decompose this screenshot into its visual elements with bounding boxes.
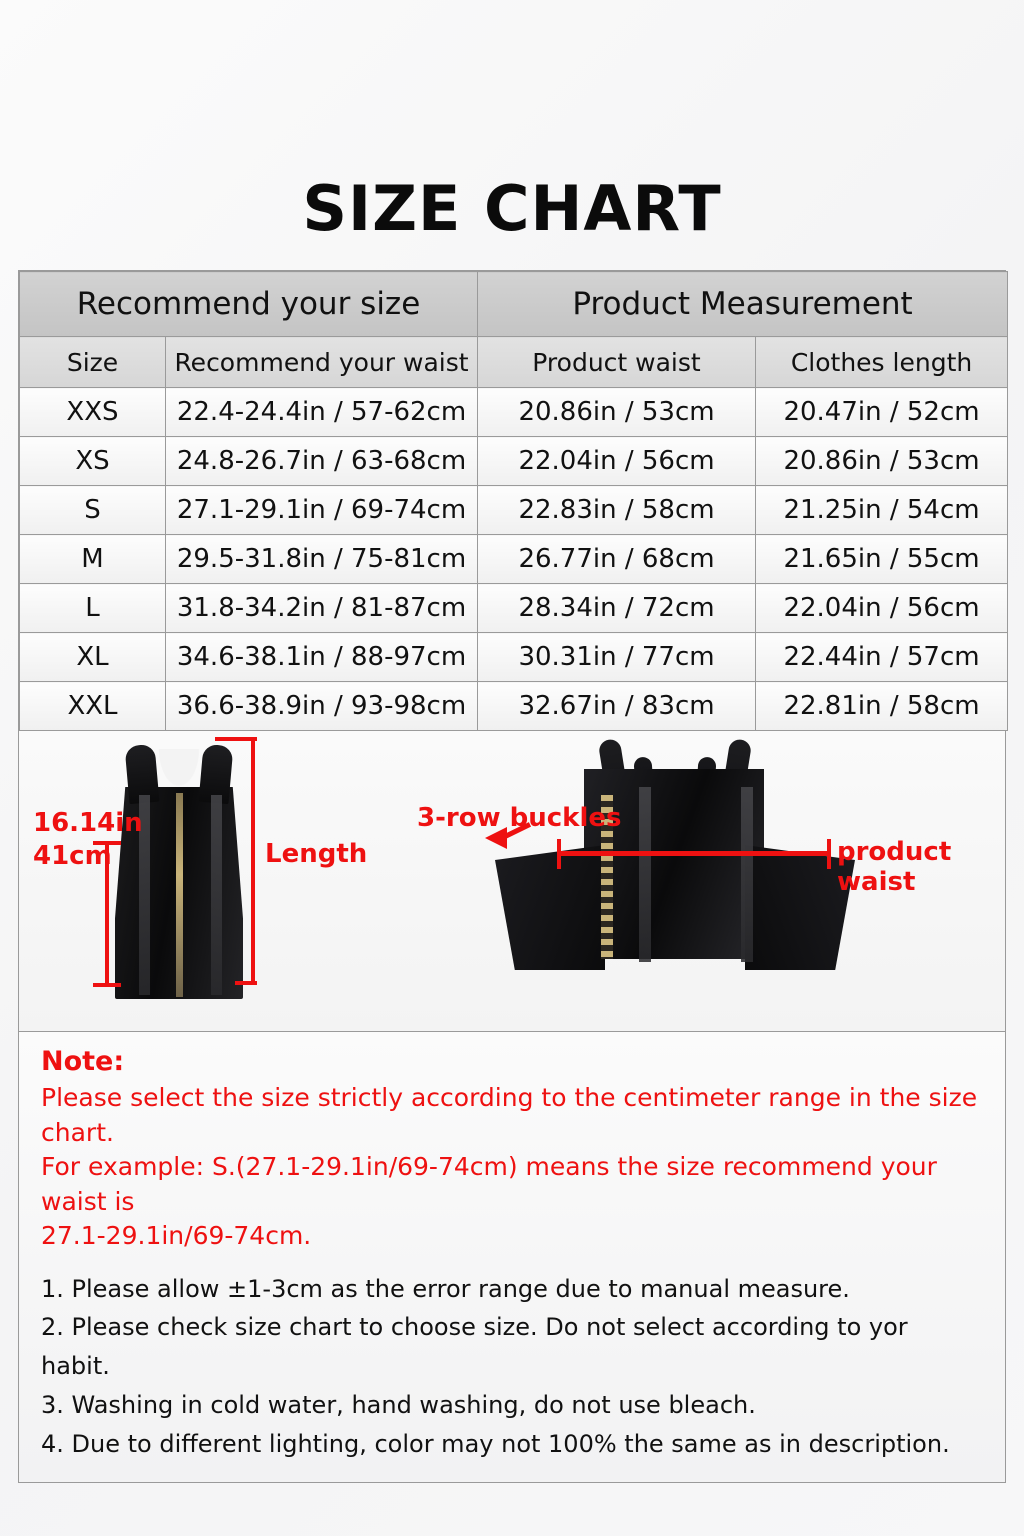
cell-clothes-length: 21.65in / 55cm xyxy=(756,535,1008,584)
column-header-product-waist: Product waist xyxy=(478,337,756,388)
note-line: 27.1-29.1in/69-74cm. xyxy=(41,1221,312,1250)
size-table-container xyxy=(18,270,1006,731)
rule-item: 4. Due to different lighting, color may not 100% the same as in description. xyxy=(41,1430,950,1458)
cell-size: XXL xyxy=(20,682,166,731)
table-row xyxy=(20,388,1008,437)
garment-zipper xyxy=(176,793,183,997)
column-header-recommend-waist: Recommend your waist xyxy=(166,337,478,388)
cell-clothes-length: 22.44in / 57cm xyxy=(756,633,1008,682)
measure-label-41cm xyxy=(33,807,143,872)
cell-size: XS xyxy=(20,437,166,486)
rule-item: 1. Please allow ±1-3cm as the error range due to manual measure. xyxy=(41,1274,850,1303)
figures-section xyxy=(18,731,1006,1031)
column-header-size: Size xyxy=(20,337,166,388)
rule-item: 3. Washing in cold water, hand washing, do not use bleach. xyxy=(41,1391,756,1420)
cell-size: XXS xyxy=(20,388,166,437)
column-header-clothes-length: Clothes length xyxy=(756,337,1008,388)
note-line: Please select the size strictly according to the centimeter range in the size chart. xyxy=(41,1083,978,1147)
note-line: For example: S.(27.1-29.1in/69-74cm) means the size recommend your waist is xyxy=(41,1152,937,1216)
cell-clothes-length: 20.47in / 52cm xyxy=(756,388,1008,437)
cell-recommend-waist: 29.5-31.8in / 75-81cm xyxy=(166,535,478,584)
cell-size: M xyxy=(20,535,166,584)
table-row xyxy=(20,682,1008,731)
cell-size: L xyxy=(20,584,166,633)
table-row xyxy=(20,584,1008,633)
notes-section xyxy=(18,1031,1006,1483)
measure-label-product-waist: product waist xyxy=(837,837,952,897)
garment-boning-right xyxy=(741,787,753,962)
cell-product-waist: 22.04in / 56cm xyxy=(478,437,756,486)
table-row xyxy=(20,633,1008,682)
right-length-line xyxy=(251,737,255,985)
cell-recommend-waist: 27.1-29.1in / 69-74cm xyxy=(166,486,478,535)
cell-product-waist: 32.67in / 83cm xyxy=(478,682,756,731)
garment-panel-right xyxy=(211,795,222,995)
cell-size: XL xyxy=(20,633,166,682)
cell-recommend-waist: 36.6-38.9in / 93-98cm xyxy=(166,682,478,731)
garment-neck-opening xyxy=(155,749,203,793)
waist-measure-line xyxy=(559,851,831,856)
cell-product-waist: 20.86in / 53cm xyxy=(478,388,756,437)
cell-clothes-length: 22.04in / 56cm xyxy=(756,584,1008,633)
cell-clothes-length: 20.86in / 53cm xyxy=(756,437,1008,486)
group-header-recommend: Recommend your size xyxy=(20,272,478,337)
table-column-header-row xyxy=(20,337,1008,388)
cell-clothes-length: 21.25in / 54cm xyxy=(756,486,1008,535)
group-header-measurement: Product Measurement xyxy=(478,272,1008,337)
rule-item: 2. Please check size chart to choose size. Do not select according to yor habit. xyxy=(41,1313,908,1381)
cell-recommend-waist: 24.8-26.7in / 63-68cm xyxy=(166,437,478,486)
cell-product-waist: 30.31in / 77cm xyxy=(478,633,756,682)
garment-boning-left xyxy=(639,787,651,962)
cell-size: S xyxy=(20,486,166,535)
right-length-cap-bottom xyxy=(235,981,257,985)
measure-label-cm: 41cm xyxy=(33,840,112,871)
length-measure-cap-bottom xyxy=(93,983,121,987)
table-row xyxy=(20,535,1008,584)
rules-list xyxy=(41,1270,983,1464)
cell-product-waist: 28.34in / 72cm xyxy=(478,584,756,633)
note-heading: Note: xyxy=(41,1046,125,1077)
cell-product-waist: 22.83in / 58cm xyxy=(478,486,756,535)
measure-label-inches: 16.14in xyxy=(33,808,143,838)
measure-label-buckles: 3-row buckles xyxy=(417,803,622,833)
measure-label-length: Length xyxy=(265,839,368,869)
table-row xyxy=(20,437,1008,486)
table-group-header-row xyxy=(20,272,1008,337)
table-row xyxy=(20,486,1008,535)
cell-clothes-length: 22.81in / 58cm xyxy=(756,682,1008,731)
cell-recommend-waist: 34.6-38.1in / 88-97cm xyxy=(166,633,478,682)
garment-wing-left xyxy=(495,845,605,970)
cell-recommend-waist: 22.4-24.4in / 57-62cm xyxy=(166,388,478,437)
product-flat-image xyxy=(489,735,859,1003)
size-table xyxy=(19,271,1008,731)
page-title: SIZE CHART xyxy=(302,172,722,245)
cell-product-waist: 26.77in / 68cm xyxy=(478,535,756,584)
waist-measure-cap-right xyxy=(827,839,831,869)
cell-recommend-waist: 31.8-34.2in / 81-87cm xyxy=(166,584,478,633)
